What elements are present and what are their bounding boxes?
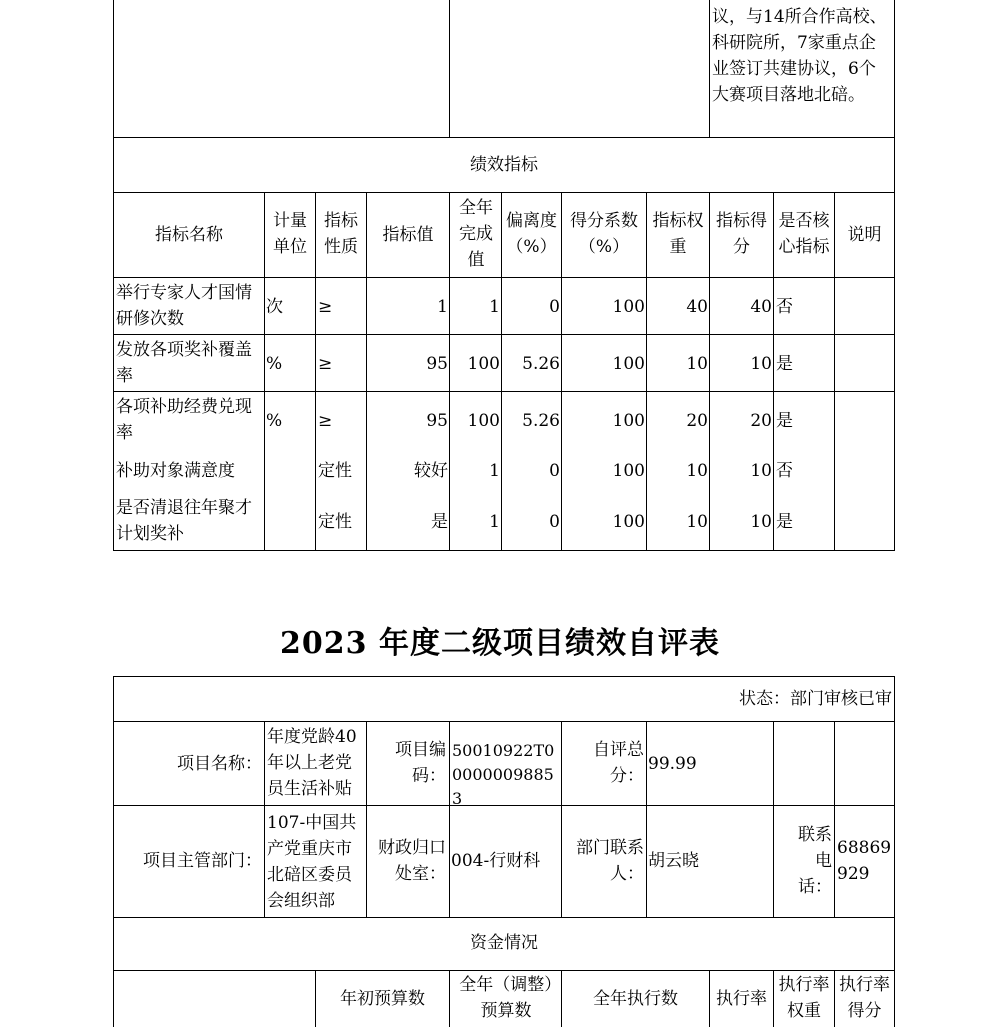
continued-text: 议，与14所合作高校、科研院所，7家重点企业签订共建协议，6个大赛项目落地北碚。 <box>712 7 887 105</box>
row-actual: 1 <box>489 512 500 532</box>
project-code-label: 项目编码： <box>395 740 446 786</box>
header-unit: 计量单位 <box>273 211 307 257</box>
row-core: 否 <box>776 297 793 317</box>
page-title: 2023 年度二级项目绩效自评表 <box>280 626 720 661</box>
row-core: 否 <box>776 461 793 481</box>
contact-label: 部门联系人： <box>576 838 644 884</box>
finance: 004-行财科 <box>451 851 541 871</box>
dept-label: 项目主管部门： <box>143 851 262 871</box>
row-target: 95 <box>426 411 448 431</box>
row-coef: 100 <box>612 354 645 374</box>
funds-header-adjusted: 全年（调整）预算数 <box>459 975 553 1021</box>
row-nature: 定性 <box>318 512 352 532</box>
funds-header-rate-weight: 执行率权重 <box>778 975 830 1021</box>
row-unit: 次 <box>266 297 283 317</box>
self-score: 99.99 <box>648 754 697 774</box>
phone-label: 联系电话： <box>798 825 832 897</box>
row-unit: % <box>266 354 283 374</box>
funds-header-rate-score: 执行率得分 <box>839 975 890 1021</box>
funds-header-initial: 年初预算数 <box>340 989 425 1009</box>
row-score: 10 <box>750 512 772 532</box>
row-core: 是 <box>776 354 793 374</box>
header-indicator-name: 指标名称 <box>155 225 223 245</box>
dept: 107-中国共产党重庆市北碚区委员会组织部 <box>267 813 357 911</box>
row-coef: 100 <box>612 461 645 481</box>
row-weight: 20 <box>686 411 708 431</box>
header-actual: 全年完成值 <box>459 198 493 270</box>
row-deviation: 5.26 <box>522 411 560 431</box>
header-note: 说明 <box>847 225 882 245</box>
header-weight: 指标权重 <box>652 211 704 257</box>
row-nature: 定性 <box>318 461 352 481</box>
self-score-label: 自评总分： <box>593 740 644 786</box>
row-actual: 100 <box>467 411 500 431</box>
row-target: 95 <box>426 354 448 374</box>
row-coef: 100 <box>612 411 645 431</box>
row-actual: 1 <box>489 461 500 481</box>
row-deviation: 0 <box>549 512 560 532</box>
section-title: 绩效指标 <box>470 155 538 175</box>
funds-header-executed: 全年执行数 <box>593 989 678 1009</box>
header-core: 是否核心指标 <box>778 211 830 257</box>
row-name: 补助对象满意度 <box>116 461 235 481</box>
row-name: 举行专家人才国情研修次数 <box>116 283 252 329</box>
row-unit: % <box>266 411 283 431</box>
row-deviation: 0 <box>549 297 560 317</box>
row-score: 20 <box>750 411 772 431</box>
row-weight: 10 <box>686 461 708 481</box>
row-target: 较好 <box>414 461 448 481</box>
row-score: 10 <box>750 354 772 374</box>
funds-title: 资金情况 <box>470 933 538 953</box>
row-core: 是 <box>776 512 793 532</box>
row-weight: 10 <box>686 354 708 374</box>
header-deviation: 偏离度（%） <box>506 211 557 257</box>
header-score: 指标得分 <box>716 211 767 257</box>
row-score: 10 <box>750 461 772 481</box>
row-actual: 100 <box>467 354 500 374</box>
finance-label: 财政归口处室： <box>378 838 446 884</box>
project-code: 50010922T000000098853 <box>452 741 555 808</box>
phone: 68869929 <box>837 838 892 884</box>
header-target: 指标值 <box>382 225 434 245</box>
row-deviation: 0 <box>549 461 560 481</box>
row-name: 各项补助经费兑现率 <box>116 397 252 443</box>
funds-header-rate: 执行率 <box>716 989 767 1009</box>
row-actual: 1 <box>489 297 500 317</box>
row-name: 是否清退往年聚才计划奖补 <box>116 498 252 544</box>
row-weight: 10 <box>686 512 708 532</box>
row-name: 发放各项奖补覆盖率 <box>116 340 252 386</box>
row-coef: 100 <box>612 512 645 532</box>
row-core: 是 <box>776 411 793 431</box>
project-name-label: 项目名称： <box>177 754 262 774</box>
row-weight: 40 <box>686 297 708 317</box>
project-name: 年度党龄40年以上老党员生活补贴 <box>267 727 357 799</box>
row-score: 40 <box>750 297 772 317</box>
row-nature: ≥ <box>318 297 333 317</box>
header-coef: 得分系数（%） <box>570 211 638 257</box>
row-deviation: 5.26 <box>522 354 560 374</box>
row-nature: ≥ <box>318 411 333 431</box>
status-badge: 状态：部门审核已审 <box>739 689 892 709</box>
row-nature: ≥ <box>318 354 333 374</box>
contact: 胡云晓 <box>648 851 699 871</box>
row-target: 1 <box>437 297 448 317</box>
header-nature: 指标性质 <box>324 211 358 257</box>
row-coef: 100 <box>612 297 645 317</box>
row-target: 是 <box>431 512 448 532</box>
